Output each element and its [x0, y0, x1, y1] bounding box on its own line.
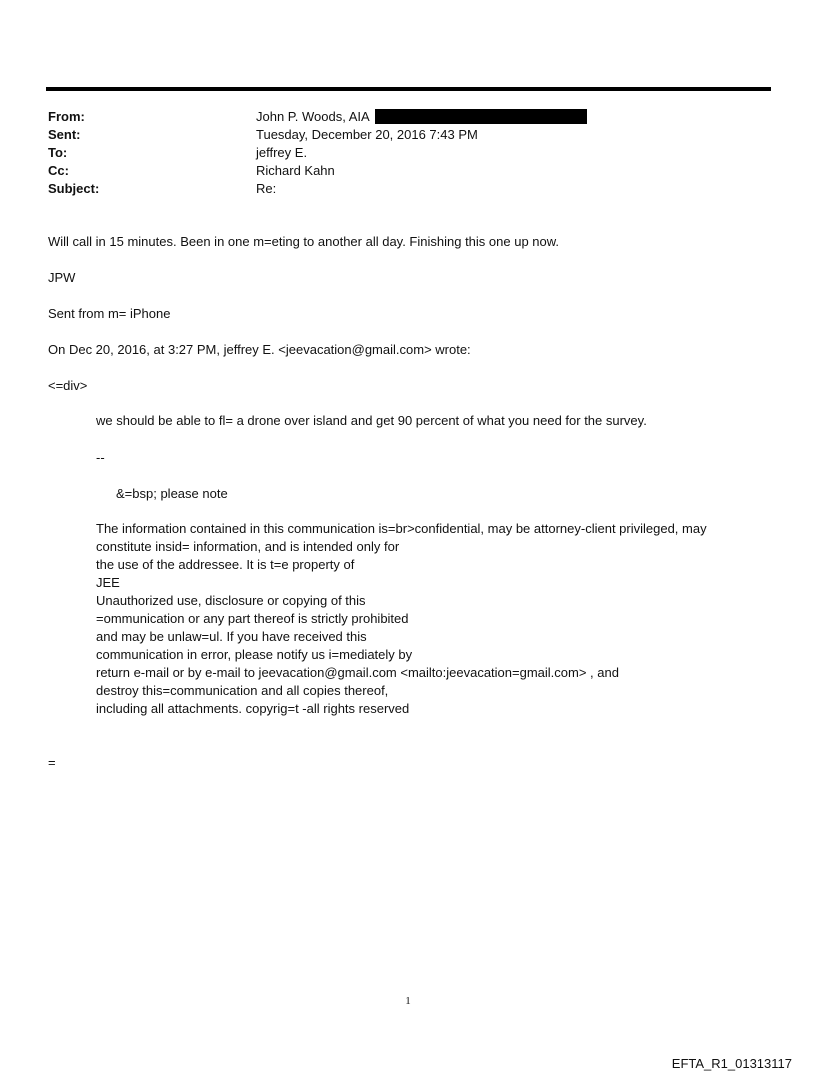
- from-row: [48, 108, 768, 126]
- disclaimer-line: destroy this=communication and all copies thereof,: [96, 683, 389, 698]
- subject-value: Re:: [256, 181, 277, 196]
- quote-intro: On Dec 20, 2016, at 3:27 PM, jeffrey E. <jeevacation@gmail.com> wrote:: [48, 342, 471, 357]
- disclaimer-line: including all attachments. copyrig=t -all rights reserved: [96, 701, 410, 716]
- disclaimer-line: =ommunication or any part thereof is strictly prohibited: [96, 611, 409, 626]
- from-value: [256, 108, 587, 126]
- disclaimer-line: return e-mail or by e-mail to jeevacation@gmail.com <mailto:jeevacation=gmail.com> , and: [96, 665, 619, 680]
- to-label: To:: [48, 145, 68, 160]
- sent-from: Sent from m= iPhone: [48, 306, 171, 321]
- from-name: John P. Woods, AIA: [256, 109, 369, 124]
- from-label: From:: [48, 109, 85, 124]
- sent-label: Sent:: [48, 127, 81, 142]
- to-value: jeffrey E.: [256, 145, 308, 160]
- disclaimer-line: constitute insid= information, and is intended only for: [96, 539, 400, 554]
- sent-row: [48, 126, 768, 144]
- div-tag: <=div>: [48, 378, 88, 393]
- disclaimer-line: The information contained in this communication is=br>confidential, may be attorney-client privileged, may: [96, 521, 707, 536]
- cc-label: Cc:: [48, 163, 69, 178]
- trailing-equals: =: [48, 755, 56, 770]
- header-rule: [46, 87, 771, 91]
- disclaimer-line: JEE: [96, 575, 120, 590]
- email-header: [48, 108, 768, 198]
- quoted-message: we should be able to fl= a drone over island and get 90 percent of what you need for the survey.: [96, 413, 647, 428]
- signature-dashes: --: [96, 450, 105, 465]
- body-line-1: Will call in 15 minutes. Been in one m=eting to another all day. Finishing this one up now.: [48, 234, 560, 249]
- page-number: 1: [405, 995, 411, 1007]
- to-row: [48, 144, 768, 162]
- signoff: JPW: [48, 270, 76, 285]
- disclaimer-line: and may be unlaw=ul. If you have received this: [96, 629, 367, 644]
- subject-label: Subject:: [48, 181, 100, 196]
- cc-value: Richard Kahn: [256, 163, 335, 178]
- disclaimer-line: the use of the addressee. It is t=e property of: [96, 557, 355, 572]
- document-id: EFTA_R1_01313117: [671, 1056, 792, 1071]
- subject-row: [48, 180, 768, 198]
- nbsp-note: &=bsp; please note: [116, 486, 228, 501]
- sent-value: Tuesday, December 20, 2016 7:43 PM: [256, 127, 478, 142]
- disclaimer-line: Unauthorized use, disclosure or copying of this: [96, 593, 366, 608]
- disclaimer-block: [96, 520, 764, 718]
- disclaimer-line: communication in error, please notify us i=mediately by: [96, 647, 413, 662]
- cc-row: [48, 162, 768, 180]
- redaction-bar: [375, 109, 587, 124]
